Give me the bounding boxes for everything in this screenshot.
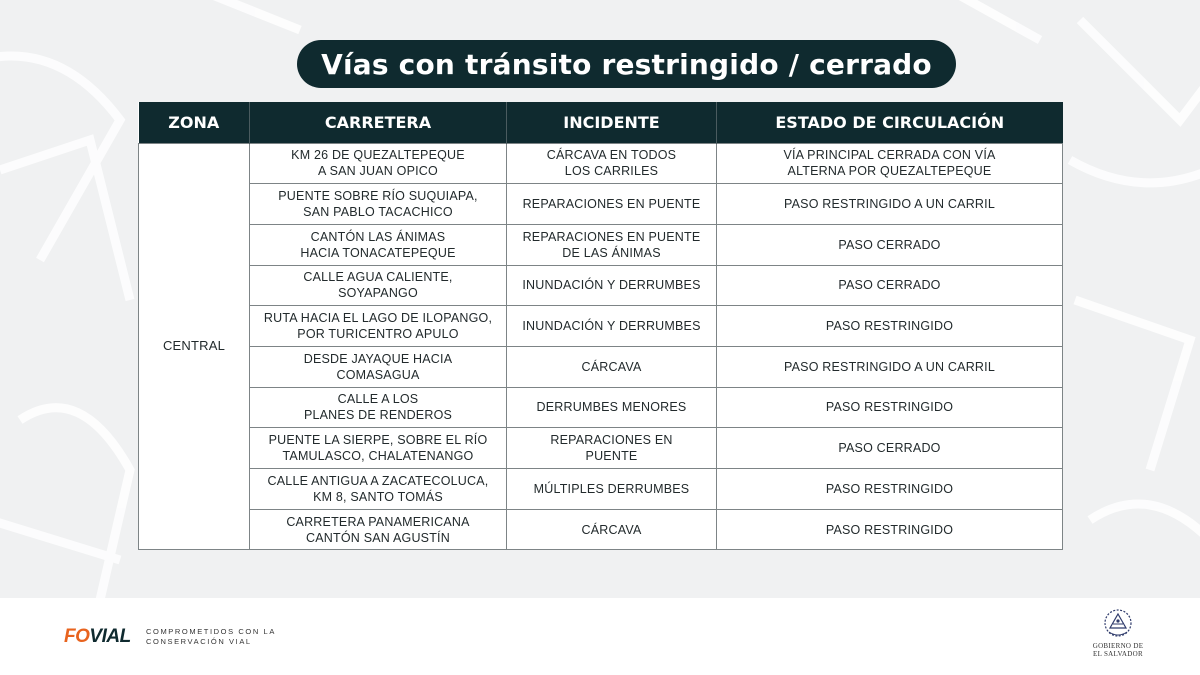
table-row: [139, 184, 1063, 225]
table-row: [139, 224, 1063, 265]
carretera-cell: [250, 184, 507, 225]
estado-cell: [717, 224, 1063, 265]
carretera-cell: [250, 224, 507, 265]
table-row: [139, 387, 1063, 428]
estado-cell: [717, 509, 1063, 550]
incidente-cell: [507, 143, 717, 184]
carretera-cell: [250, 387, 507, 428]
incidente-line: DE LAS ÁNIMAS: [562, 245, 661, 260]
header-incidente: INCIDENTE: [507, 102, 717, 143]
carretera-line: PLANES DE RENDEROS: [303, 408, 453, 423]
gov-line-1: GOBIERNO DE: [1092, 642, 1144, 650]
table-row: [139, 428, 1063, 469]
header-estado: ESTADO DE CIRCULACIÓN: [717, 102, 1063, 143]
tagline-line-1: COMPROMETIDOS CON LA: [146, 627, 276, 636]
carretera-line: CALLE ANTIGUA A ZACATECOLUCA,: [267, 473, 489, 488]
carretera-line: CANTÓN SAN AGUSTÍN: [306, 530, 450, 545]
carretera-line: RUTA HACIA EL LAGO DE ILOPANGO,: [263, 311, 493, 326]
carretera-line: CALLE AGUA CALIENTE,: [303, 270, 453, 285]
estado-cell: [717, 469, 1063, 510]
incidente-cell: [507, 224, 717, 265]
estado-line: PASO RESTRINGIDO: [825, 319, 954, 334]
estado-line: PASO RESTRINGIDO A UN CARRIL: [784, 197, 995, 212]
incidente-line: LOS CARRILES: [564, 164, 659, 179]
gov-line-2: EL SALVADOR: [1093, 650, 1143, 658]
logo-vial: VIAL: [89, 626, 131, 647]
incidente-cell: [507, 387, 717, 428]
estado-cell: [717, 428, 1063, 469]
footer: [0, 598, 1200, 675]
carretera-line: CALLE A LOS: [337, 392, 419, 407]
carretera-line: TAMULASCO, CHALATENANGO: [282, 449, 474, 464]
incidente-line: REPARACIONES EN PUENTE: [522, 229, 701, 244]
estado-line: PASO CERRADO: [838, 237, 941, 252]
carretera-line: A SAN JUAN OPICO: [318, 164, 438, 179]
incidente-line: MÚLTIPLES DERRUMBES: [533, 481, 690, 496]
logo-fo: FO: [64, 626, 90, 647]
estado-cell: [717, 346, 1063, 387]
incidente-cell: [507, 184, 717, 225]
table-row: [139, 469, 1063, 510]
carretera-line: CARRETERA PANAMERICANA: [286, 514, 470, 529]
carretera-line: DESDE JAYAQUE HACIA: [303, 351, 453, 366]
roads-table: [138, 102, 1063, 550]
coat-of-arms-icon: [1103, 608, 1133, 640]
table-row: [139, 143, 1063, 184]
incidente-line: DERRUMBES MENORES: [536, 400, 687, 415]
estado-line: PASO RESTRINGIDO: [825, 522, 954, 537]
tagline: [146, 627, 276, 646]
estado-cell: [717, 265, 1063, 306]
header-carretera: CARRETERA: [250, 102, 507, 143]
estado-cell: [717, 143, 1063, 184]
carretera-line: PUENTE LA SIERPE, SOBRE EL RÍO: [268, 433, 488, 448]
incidente-line: CÁRCAVA: [581, 359, 642, 374]
estado-line: PASO RESTRINGIDO: [825, 400, 954, 415]
incidente-line: INUNDACIÓN Y DERRUMBES: [522, 278, 701, 293]
carretera-cell: [250, 509, 507, 550]
carretera-line: COMASAGUA: [336, 367, 420, 382]
estado-line: PASO RESTRINGIDO A UN CARRIL: [784, 359, 995, 374]
estado-cell: [717, 184, 1063, 225]
table-row: [139, 509, 1063, 550]
table-header-row: [139, 102, 1063, 143]
incidente-line: INUNDACIÓN Y DERRUMBES: [522, 319, 701, 334]
table-row: [139, 306, 1063, 347]
incidente-cell: [507, 346, 717, 387]
carretera-line: SAN PABLO TACACHICO: [303, 205, 453, 220]
carretera-cell: [250, 306, 507, 347]
estado-line: PASO RESTRINGIDO: [825, 481, 954, 496]
estado-line: VÍA PRINCIPAL CERRADA CON VÍA: [783, 148, 996, 163]
carretera-cell: [250, 143, 507, 184]
carretera-line: PUENTE SOBRE RÍO SUQUIAPA,: [278, 189, 478, 204]
carretera-cell: [250, 346, 507, 387]
carretera-line: CANTÓN LAS ÁNIMAS: [310, 229, 446, 244]
incidente-line: REPARACIONES EN: [550, 433, 673, 448]
incidente-line: REPARACIONES EN PUENTE: [522, 197, 701, 212]
government-seal: [1090, 608, 1146, 658]
carretera-line: POR TURICENTRO APULO: [297, 327, 459, 342]
incidente-line: PUENTE: [585, 449, 638, 464]
zona-cell: CENTRAL: [139, 143, 250, 550]
carretera-line: KM 8, SANTO TOMÁS: [313, 489, 443, 504]
estado-cell: [717, 306, 1063, 347]
carretera-cell: [250, 469, 507, 510]
incidente-line: CÁRCAVA EN TODOS: [546, 148, 677, 163]
carretera-line: HACIA TONACATEPEQUE: [300, 245, 456, 260]
incidente-cell: [507, 509, 717, 550]
incidente-cell: [507, 428, 717, 469]
fovial-logo: [64, 626, 131, 648]
incidente-line: CÁRCAVA: [581, 522, 642, 537]
estado-cell: [717, 387, 1063, 428]
incidente-cell: [507, 469, 717, 510]
tagline-line-2: CONSERVACIÓN VIAL: [146, 636, 252, 646]
incidente-cell: [507, 306, 717, 347]
carretera-cell: [250, 265, 507, 306]
carretera-line: SOYAPANGO: [338, 286, 418, 301]
estado-line: ALTERNA POR QUEZALTEPEQUE: [787, 164, 992, 179]
table-row: [139, 346, 1063, 387]
carretera-cell: [250, 428, 507, 469]
incidente-cell: [507, 265, 717, 306]
table-body: [139, 143, 1063, 550]
page-title: Vías con tránsito restringido / cerrado: [297, 40, 956, 88]
estado-line: PASO CERRADO: [838, 278, 941, 293]
estado-line: PASO CERRADO: [838, 441, 941, 456]
header-zona: ZONA: [139, 102, 250, 143]
table-row: [139, 265, 1063, 306]
carretera-line: KM 26 DE QUEZALTEPEQUE: [291, 148, 465, 163]
